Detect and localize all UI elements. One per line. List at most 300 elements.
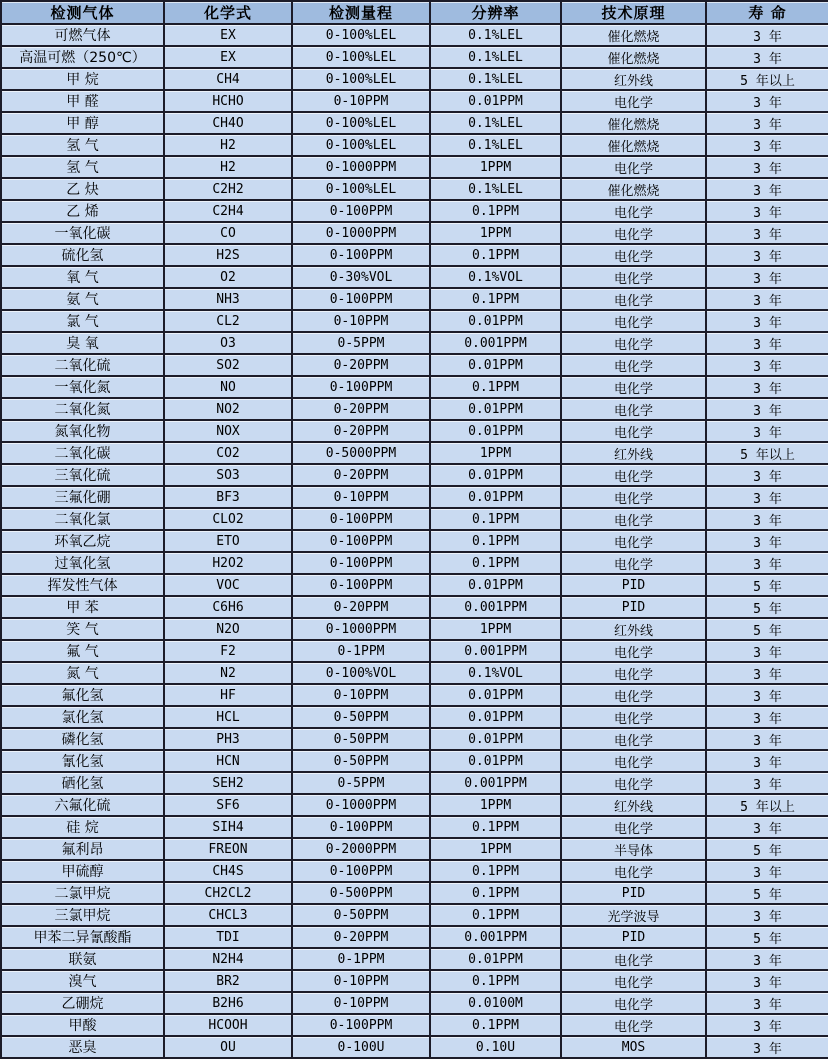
principle-cell: 红外线 (561, 618, 706, 640)
gas-name-cell: 恶臭 (1, 1036, 164, 1058)
header-row (1, 1, 828, 24)
table-row (1, 68, 828, 90)
gas-name-cell: 甲 烷 (1, 68, 164, 90)
lifespan-cell: 5 年 (706, 574, 828, 596)
resolution-cell: 0.01PPM (430, 398, 561, 420)
gas-name-cell: 氮 气 (1, 662, 164, 684)
lifespan-cell: 5 年 (706, 926, 828, 948)
formula-cell: N2H4 (164, 948, 292, 970)
gas-name-cell: 三氟化硼 (1, 486, 164, 508)
resolution-cell: 0.01PPM (430, 574, 561, 596)
resolution-cell: 0.01PPM (430, 420, 561, 442)
lifespan-cell: 3 年 (706, 750, 828, 772)
formula-cell: C2H4 (164, 200, 292, 222)
principle-cell: 电化学 (561, 684, 706, 706)
gas-name-cell: 高温可燃（250℃） (1, 46, 164, 68)
principle-cell: 电化学 (561, 156, 706, 178)
formula-cell: BR2 (164, 970, 292, 992)
gas-name-cell: 臭 氧 (1, 332, 164, 354)
range-cell: 0-1000PPM (292, 618, 430, 640)
principle-cell: 红外线 (561, 794, 706, 816)
table-row (1, 464, 828, 486)
resolution-cell: 0.01PPM (430, 90, 561, 112)
gas-name-cell: 二氯甲烷 (1, 882, 164, 904)
gas-name-cell: 氧 气 (1, 266, 164, 288)
lifespan-cell: 3 年 (706, 354, 828, 376)
principle-cell: PID (561, 926, 706, 948)
resolution-cell: 0.10U (430, 1036, 561, 1058)
range-cell: 0-20PPM (292, 398, 430, 420)
gas-name-cell: 笑 气 (1, 618, 164, 640)
range-cell: 0-20PPM (292, 464, 430, 486)
range-cell: 0-100PPM (292, 288, 430, 310)
table-row (1, 1036, 828, 1058)
principle-cell: 电化学 (561, 288, 706, 310)
lifespan-cell: 3 年 (706, 464, 828, 486)
resolution-cell: 0.01PPM (430, 706, 561, 728)
gas-name-cell: 甲 苯 (1, 596, 164, 618)
principle-cell: 电化学 (561, 508, 706, 530)
principle-cell: 电化学 (561, 530, 706, 552)
lifespan-cell: 3 年 (706, 1014, 828, 1036)
header-detection-range: 检测量程 (292, 1, 430, 24)
range-cell: 0-100%LEL (292, 46, 430, 68)
lifespan-cell: 3 年 (706, 266, 828, 288)
principle-cell: 电化学 (561, 486, 706, 508)
resolution-cell: 0.1%VOL (430, 662, 561, 684)
principle-cell: 催化燃烧 (561, 24, 706, 46)
range-cell: 0-10PPM (292, 486, 430, 508)
range-cell: 0-20PPM (292, 354, 430, 376)
resolution-cell: 0.001PPM (430, 926, 561, 948)
gas-name-cell: 联氨 (1, 948, 164, 970)
lifespan-cell: 3 年 (706, 552, 828, 574)
resolution-cell: 0.1PPM (430, 244, 561, 266)
resolution-cell: 1PPM (430, 156, 561, 178)
principle-cell: 电化学 (561, 244, 706, 266)
formula-cell: H2 (164, 134, 292, 156)
formula-cell: CH4O (164, 112, 292, 134)
table-row (1, 706, 828, 728)
table-row (1, 882, 828, 904)
table-row (1, 354, 828, 376)
gas-name-cell: 环氧乙烷 (1, 530, 164, 552)
lifespan-cell: 3 年 (706, 992, 828, 1014)
formula-cell: CO (164, 222, 292, 244)
principle-cell: 电化学 (561, 750, 706, 772)
range-cell: 0-10PPM (292, 90, 430, 112)
table-row (1, 24, 828, 46)
lifespan-cell: 5 年 (706, 596, 828, 618)
range-cell: 0-30%VOL (292, 266, 430, 288)
gas-name-cell: 氮氧化物 (1, 420, 164, 442)
table-row (1, 178, 828, 200)
lifespan-cell: 3 年 (706, 772, 828, 794)
principle-cell: PID (561, 596, 706, 618)
gas-name-cell: 乙 炔 (1, 178, 164, 200)
lifespan-cell: 3 年 (706, 112, 828, 134)
formula-cell: CH4S (164, 860, 292, 882)
lifespan-cell: 3 年 (706, 332, 828, 354)
formula-cell: SIH4 (164, 816, 292, 838)
principle-cell: 电化学 (561, 706, 706, 728)
table-row (1, 728, 828, 750)
table-row (1, 552, 828, 574)
lifespan-cell: 3 年 (706, 706, 828, 728)
formula-cell: N2 (164, 662, 292, 684)
range-cell: 0-10PPM (292, 684, 430, 706)
formula-cell: HCN (164, 750, 292, 772)
table-row (1, 926, 828, 948)
table-row (1, 992, 828, 1014)
resolution-cell: 0.01PPM (430, 728, 561, 750)
lifespan-cell: 5 年以上 (706, 442, 828, 464)
gas-name-cell: 氢 气 (1, 134, 164, 156)
lifespan-cell: 3 年 (706, 860, 828, 882)
gas-name-cell: 二氧化碳 (1, 442, 164, 464)
table-row (1, 772, 828, 794)
table-row (1, 90, 828, 112)
range-cell: 0-50PPM (292, 706, 430, 728)
lifespan-cell: 3 年 (706, 970, 828, 992)
formula-cell: OU (164, 1036, 292, 1058)
principle-cell: 红外线 (561, 442, 706, 464)
lifespan-cell: 3 年 (706, 288, 828, 310)
lifespan-cell: 3 年 (706, 486, 828, 508)
principle-cell: 电化学 (561, 860, 706, 882)
principle-cell: 电化学 (561, 970, 706, 992)
range-cell: 0-500PPM (292, 882, 430, 904)
range-cell: 0-1000PPM (292, 222, 430, 244)
table-row (1, 332, 828, 354)
resolution-cell: 0.01PPM (430, 948, 561, 970)
range-cell: 0-100PPM (292, 816, 430, 838)
resolution-cell: 1PPM (430, 794, 561, 816)
lifespan-cell: 3 年 (706, 420, 828, 442)
resolution-cell: 0.1PPM (430, 1014, 561, 1036)
gas-name-cell: 乙硼烷 (1, 992, 164, 1014)
lifespan-cell: 5 年以上 (706, 794, 828, 816)
formula-cell: FREON (164, 838, 292, 860)
gas-name-cell: 硅 烷 (1, 816, 164, 838)
table-row (1, 442, 828, 464)
range-cell: 0-100PPM (292, 244, 430, 266)
gas-name-cell: 二氧化氯 (1, 508, 164, 530)
gas-name-cell: 氨 气 (1, 288, 164, 310)
range-cell: 0-100PPM (292, 574, 430, 596)
lifespan-cell: 5 年 (706, 838, 828, 860)
range-cell: 0-50PPM (292, 750, 430, 772)
principle-cell: 电化学 (561, 662, 706, 684)
principle-cell: 电化学 (561, 310, 706, 332)
principle-cell: 电化学 (561, 398, 706, 420)
principle-cell: PID (561, 882, 706, 904)
resolution-cell: 0.01PPM (430, 310, 561, 332)
lifespan-cell: 3 年 (706, 662, 828, 684)
resolution-cell: 0.1PPM (430, 552, 561, 574)
resolution-cell: 0.001PPM (430, 772, 561, 794)
header-chemical-formula: 化学式 (164, 1, 292, 24)
range-cell: 0-100%LEL (292, 134, 430, 156)
lifespan-cell: 3 年 (706, 508, 828, 530)
lifespan-cell: 3 年 (706, 684, 828, 706)
table-row (1, 596, 828, 618)
resolution-cell: 0.1%VOL (430, 266, 561, 288)
principle-cell: 电化学 (561, 332, 706, 354)
formula-cell: BF3 (164, 486, 292, 508)
table-row (1, 486, 828, 508)
principle-cell: 电化学 (561, 772, 706, 794)
formula-cell: H2O2 (164, 552, 292, 574)
resolution-cell: 0.1PPM (430, 200, 561, 222)
table-row (1, 860, 828, 882)
principle-cell: 红外线 (561, 68, 706, 90)
table-body (1, 24, 828, 1058)
gas-name-cell: 三氧化硫 (1, 464, 164, 486)
range-cell: 0-5000PPM (292, 442, 430, 464)
gas-name-cell: 过氧化氢 (1, 552, 164, 574)
range-cell: 0-20PPM (292, 420, 430, 442)
range-cell: 0-100PPM (292, 376, 430, 398)
table-row (1, 838, 828, 860)
resolution-cell: 1PPM (430, 442, 561, 464)
table-row (1, 310, 828, 332)
range-cell: 0-100%VOL (292, 662, 430, 684)
lifespan-cell: 3 年 (706, 134, 828, 156)
range-cell: 0-100PPM (292, 200, 430, 222)
range-cell: 0-50PPM (292, 904, 430, 926)
range-cell: 0-10PPM (292, 970, 430, 992)
formula-cell: O3 (164, 332, 292, 354)
resolution-cell: 0.1%LEL (430, 46, 561, 68)
formula-cell: EX (164, 46, 292, 68)
principle-cell: 电化学 (561, 948, 706, 970)
table-row (1, 156, 828, 178)
principle-cell: 催化燃烧 (561, 46, 706, 68)
gas-name-cell: 甲硫醇 (1, 860, 164, 882)
formula-cell: VOC (164, 574, 292, 596)
lifespan-cell: 3 年 (706, 222, 828, 244)
table-row (1, 530, 828, 552)
gas-name-cell: 氯 气 (1, 310, 164, 332)
principle-cell: 催化燃烧 (561, 112, 706, 134)
gas-name-cell: 六氟化硫 (1, 794, 164, 816)
formula-cell: NOX (164, 420, 292, 442)
formula-cell: HCL (164, 706, 292, 728)
range-cell: 0-100U (292, 1036, 430, 1058)
gas-name-cell: 氟利昂 (1, 838, 164, 860)
principle-cell: MOS (561, 1036, 706, 1058)
principle-cell: 电化学 (561, 1014, 706, 1036)
resolution-cell: 0.1PPM (430, 288, 561, 310)
range-cell: 0-1000PPM (292, 794, 430, 816)
table-row (1, 508, 828, 530)
range-cell: 0-10PPM (292, 310, 430, 332)
formula-cell: C2H2 (164, 178, 292, 200)
header-resolution: 分辨率 (430, 1, 561, 24)
resolution-cell: 0.01PPM (430, 354, 561, 376)
resolution-cell: 1PPM (430, 838, 561, 860)
gas-name-cell: 甲苯二异氰酸酯 (1, 926, 164, 948)
formula-cell: CH2CL2 (164, 882, 292, 904)
lifespan-cell: 3 年 (706, 90, 828, 112)
resolution-cell: 0.01PPM (430, 684, 561, 706)
range-cell: 0-100PPM (292, 508, 430, 530)
formula-cell: NO (164, 376, 292, 398)
lifespan-cell: 5 年 (706, 618, 828, 640)
resolution-cell: 0.001PPM (430, 332, 561, 354)
resolution-cell: 0.001PPM (430, 640, 561, 662)
table-row (1, 948, 828, 970)
table-row (1, 1014, 828, 1036)
range-cell: 0-100PPM (292, 530, 430, 552)
formula-cell: CL2 (164, 310, 292, 332)
principle-cell: 电化学 (561, 728, 706, 750)
gas-name-cell: 甲 醛 (1, 90, 164, 112)
formula-cell: CLO2 (164, 508, 292, 530)
lifespan-cell: 5 年以上 (706, 68, 828, 90)
range-cell: 0-20PPM (292, 596, 430, 618)
range-cell: 0-100%LEL (292, 24, 430, 46)
table-row (1, 420, 828, 442)
table-row (1, 244, 828, 266)
principle-cell: 电化学 (561, 354, 706, 376)
lifespan-cell: 3 年 (706, 530, 828, 552)
resolution-cell: 0.1PPM (430, 816, 561, 838)
lifespan-cell: 3 年 (706, 156, 828, 178)
lifespan-cell: 3 年 (706, 178, 828, 200)
resolution-cell: 1PPM (430, 222, 561, 244)
table-row (1, 640, 828, 662)
formula-cell: H2 (164, 156, 292, 178)
table-row (1, 398, 828, 420)
table-row (1, 288, 828, 310)
principle-cell: 电化学 (561, 420, 706, 442)
principle-cell: 电化学 (561, 992, 706, 1014)
resolution-cell: 0.1%LEL (430, 178, 561, 200)
table-row (1, 266, 828, 288)
gas-name-cell: 磷化氢 (1, 728, 164, 750)
range-cell: 0-20PPM (292, 926, 430, 948)
range-cell: 0-10PPM (292, 992, 430, 1014)
table-row (1, 222, 828, 244)
formula-cell: SO3 (164, 464, 292, 486)
formula-cell: N2O (164, 618, 292, 640)
header-technical-principle: 技术原理 (561, 1, 706, 24)
table-row (1, 376, 828, 398)
gas-name-cell: 乙 烯 (1, 200, 164, 222)
table-row (1, 794, 828, 816)
formula-cell: HF (164, 684, 292, 706)
gas-name-cell: 甲酸 (1, 1014, 164, 1036)
gas-name-cell: 氟化氢 (1, 684, 164, 706)
table-row (1, 134, 828, 156)
principle-cell: 电化学 (561, 222, 706, 244)
formula-cell: PH3 (164, 728, 292, 750)
range-cell: 0-100%LEL (292, 178, 430, 200)
lifespan-cell: 3 年 (706, 640, 828, 662)
principle-cell: 电化学 (561, 200, 706, 222)
formula-cell: CH4 (164, 68, 292, 90)
table-row (1, 970, 828, 992)
formula-cell: HCOOH (164, 1014, 292, 1036)
header-gas-name: 检测气体 (1, 1, 164, 24)
resolution-cell: 0.1PPM (430, 376, 561, 398)
range-cell: 0-100PPM (292, 860, 430, 882)
table-row (1, 684, 828, 706)
table-row (1, 816, 828, 838)
formula-cell: SO2 (164, 354, 292, 376)
range-cell: 0-1PPM (292, 640, 430, 662)
lifespan-cell: 3 年 (706, 904, 828, 926)
lifespan-cell: 3 年 (706, 816, 828, 838)
formula-cell: CHCL3 (164, 904, 292, 926)
resolution-cell: 0.01PPM (430, 464, 561, 486)
principle-cell: 电化学 (561, 90, 706, 112)
resolution-cell: 0.1PPM (430, 882, 561, 904)
principle-cell: 电化学 (561, 640, 706, 662)
gas-name-cell: 二氧化氮 (1, 398, 164, 420)
formula-cell: B2H6 (164, 992, 292, 1014)
principle-cell: 光学波导 (561, 904, 706, 926)
gas-name-cell: 氯化氢 (1, 706, 164, 728)
resolution-cell: 0.1%LEL (430, 112, 561, 134)
gas-name-cell: 三氯甲烷 (1, 904, 164, 926)
formula-cell: EX (164, 24, 292, 46)
table-row (1, 200, 828, 222)
lifespan-cell: 3 年 (706, 376, 828, 398)
lifespan-cell: 3 年 (706, 310, 828, 332)
resolution-cell: 0.1PPM (430, 530, 561, 552)
lifespan-cell: 3 年 (706, 24, 828, 46)
formula-cell: SEH2 (164, 772, 292, 794)
resolution-cell: 0.1PPM (430, 860, 561, 882)
gas-name-cell: 溴气 (1, 970, 164, 992)
formula-cell: NO2 (164, 398, 292, 420)
principle-cell: 电化学 (561, 552, 706, 574)
table-row (1, 750, 828, 772)
resolution-cell: 0.1%LEL (430, 24, 561, 46)
formula-cell: TDI (164, 926, 292, 948)
lifespan-cell: 3 年 (706, 1036, 828, 1058)
resolution-cell: 0.01PPM (430, 750, 561, 772)
lifespan-cell: 3 年 (706, 200, 828, 222)
gas-name-cell: 二氧化硫 (1, 354, 164, 376)
gas-name-cell: 氰化氢 (1, 750, 164, 772)
gas-name-cell: 挥发性气体 (1, 574, 164, 596)
gas-name-cell: 甲 醇 (1, 112, 164, 134)
range-cell: 0-5PPM (292, 332, 430, 354)
principle-cell: 半导体 (561, 838, 706, 860)
table-row (1, 112, 828, 134)
gas-name-cell: 硫化氢 (1, 244, 164, 266)
lifespan-cell: 3 年 (706, 728, 828, 750)
header-lifespan: 寿 命 (706, 1, 828, 24)
lifespan-cell: 3 年 (706, 244, 828, 266)
principle-cell: PID (561, 574, 706, 596)
range-cell: 0-100%LEL (292, 112, 430, 134)
gas-name-cell: 氟 气 (1, 640, 164, 662)
lifespan-cell: 3 年 (706, 398, 828, 420)
resolution-cell: 0.1PPM (430, 508, 561, 530)
formula-cell: H2S (164, 244, 292, 266)
resolution-cell: 1PPM (430, 618, 561, 640)
range-cell: 0-5PPM (292, 772, 430, 794)
range-cell: 0-100PPM (292, 552, 430, 574)
resolution-cell: 0.1%LEL (430, 68, 561, 90)
range-cell: 0-50PPM (292, 728, 430, 750)
resolution-cell: 0.01PPM (430, 486, 561, 508)
